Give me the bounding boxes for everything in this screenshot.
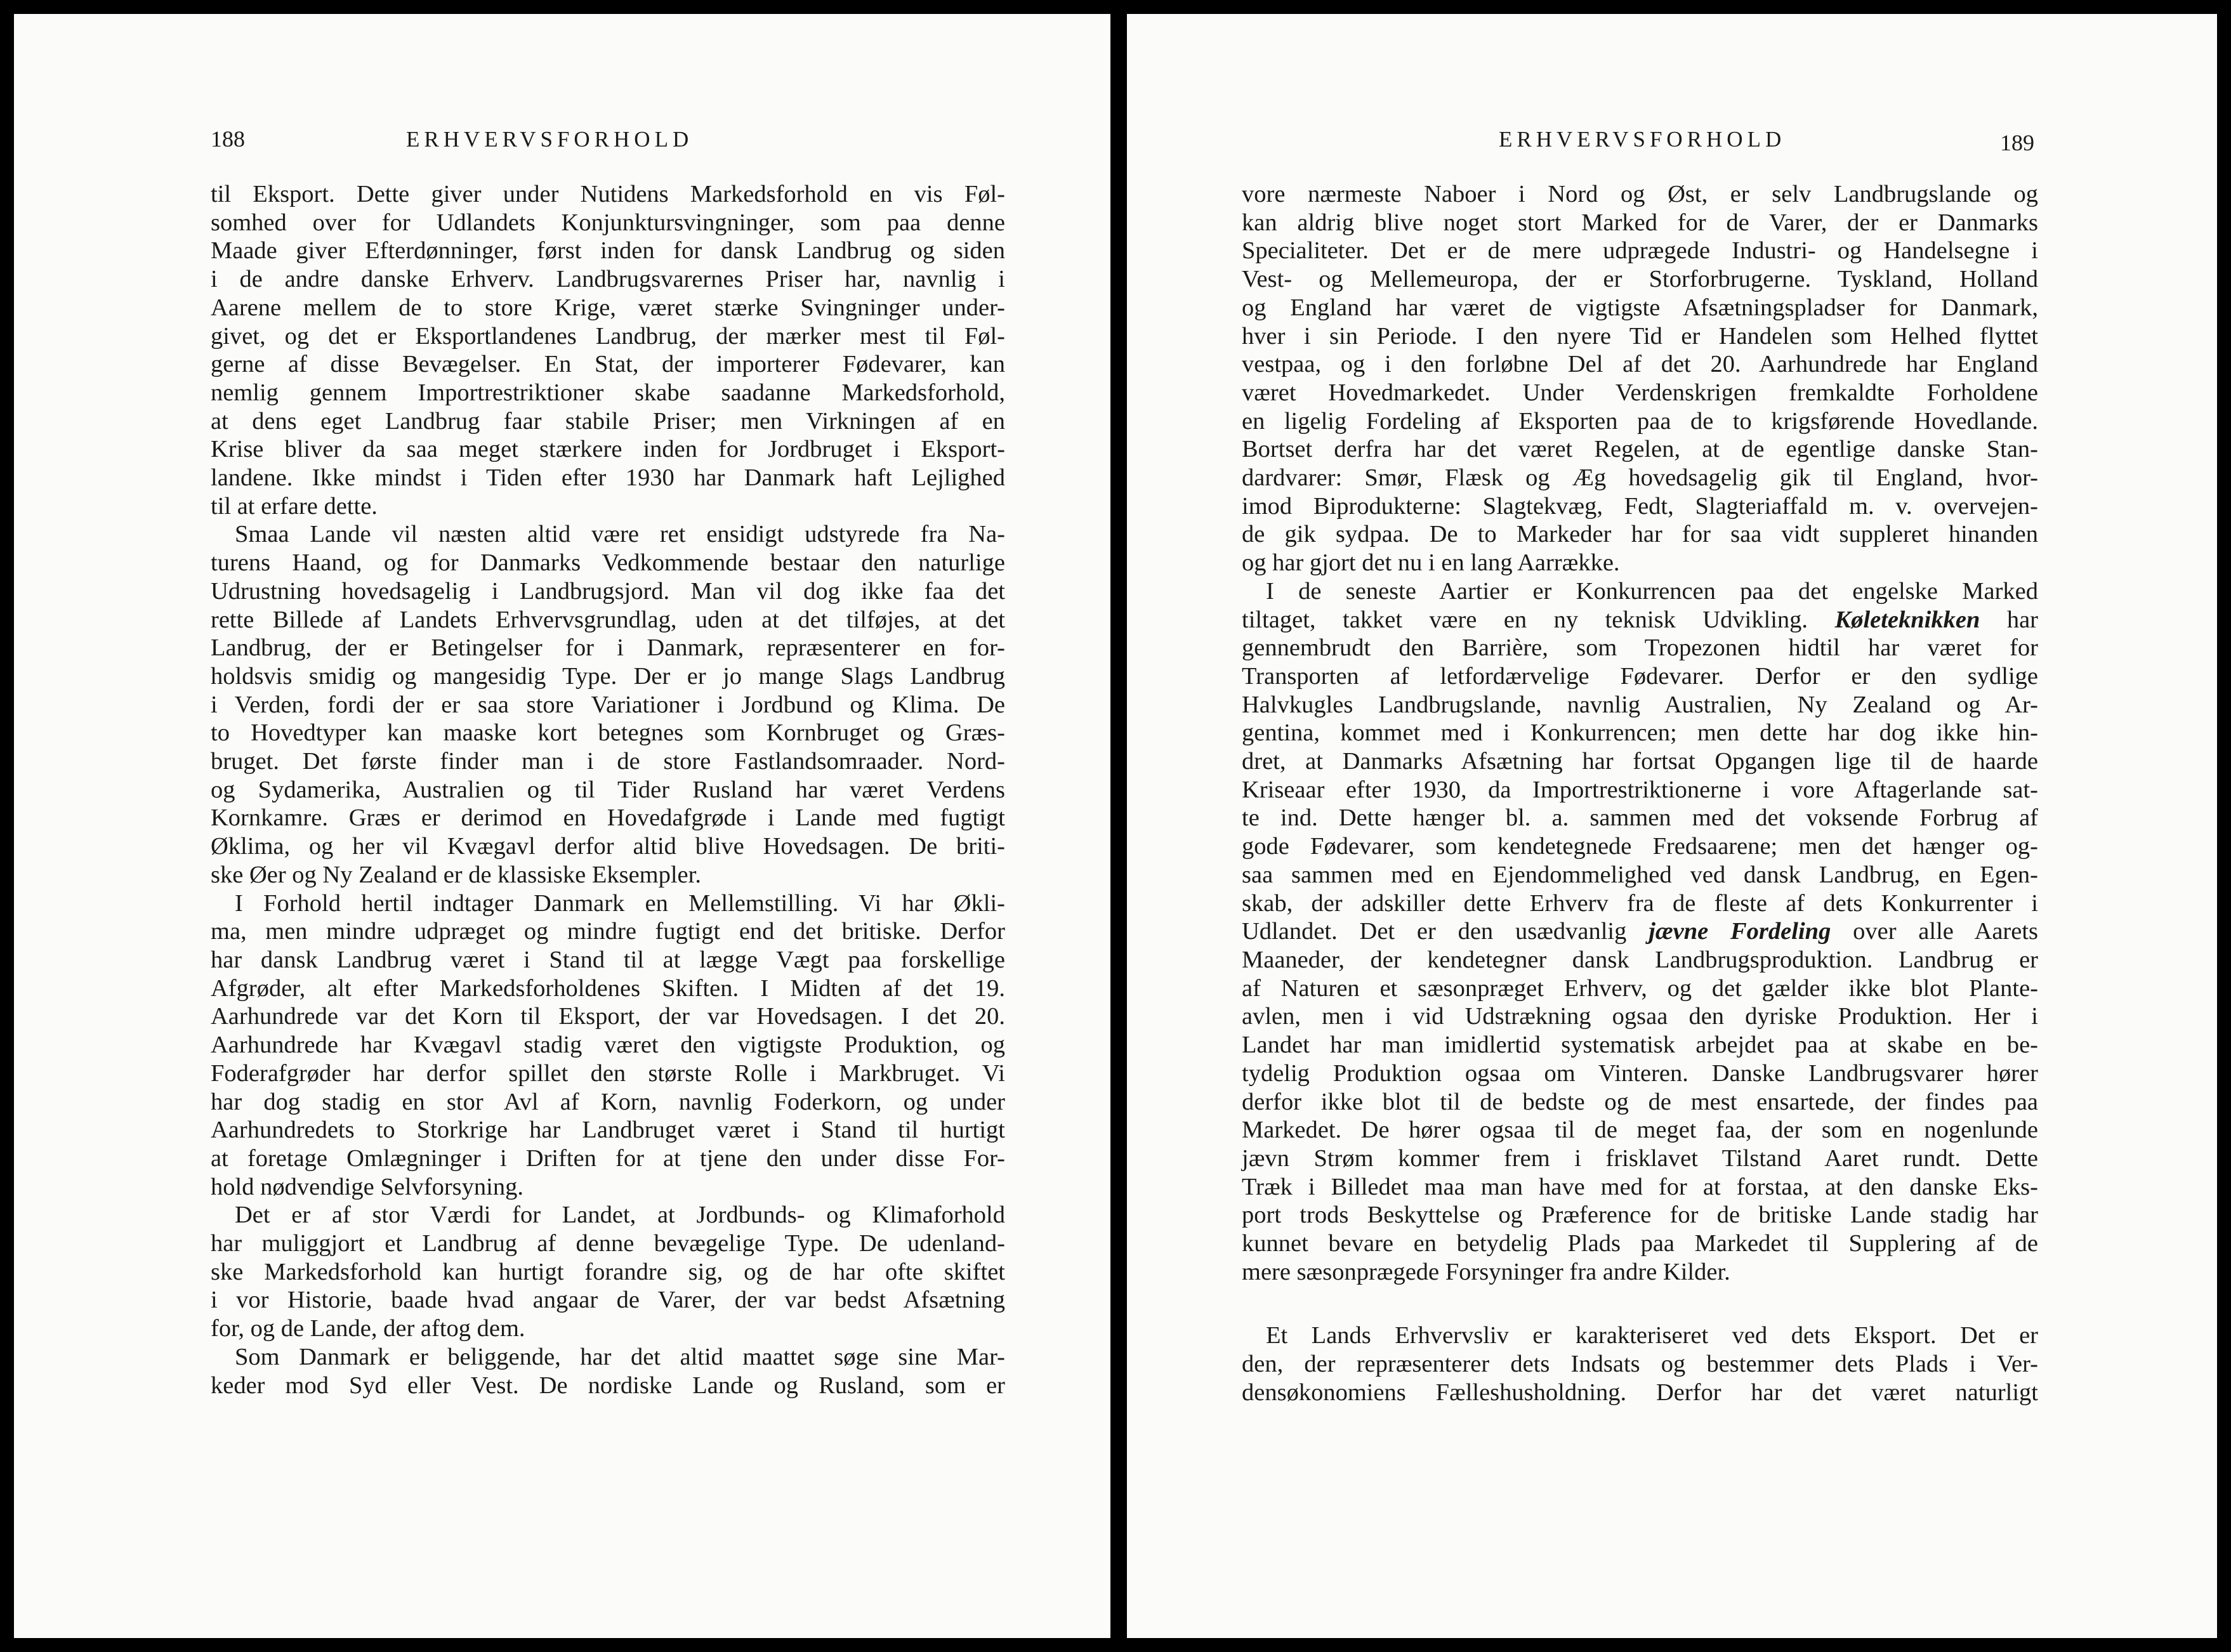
page-number-right: 189	[2000, 130, 2034, 155]
text-line: nemlig gennem Importrestriktioner skabe saadanne Markedsforhold,	[211, 379, 1005, 406]
text-line: Øklima, og her vil Kvægavl derfor altid blive Hovedsagen. De briti-	[211, 833, 1005, 860]
text-line: den, der repræsenterer dets Indsats og bestemmer dets Plads i Ver-	[1242, 1351, 2038, 1378]
text-fragment: Udlandet. Det er den usædvanlig	[1242, 918, 1627, 945]
text-line: i Verden, fordi der er saa store Variationer i Jordbund og Klima. De	[211, 691, 1005, 718]
text-line: Aarhundrede har Kvægavl stadig været den vigtigste Produktion, og	[211, 1032, 1005, 1059]
left-body-text	[211, 180, 1005, 1400]
text-fragment: over alle Aarets	[1853, 918, 2039, 945]
text-line: gentina, kommet med i Konkurrencen; men dette har dog ikke hin-	[1242, 719, 2038, 747]
text-line: Vest- og Mellemeuropa, der er Storforbrugerne. Tyskland, Holland	[1242, 266, 2038, 293]
text-line: Kriseaar efter 1930, da Importrestriktionerne i vore Aftagerlande sat-	[1242, 776, 2038, 803]
text-line: derfor ikke blot til de bedste og de mest ensartede, der findes paa	[1242, 1088, 2038, 1115]
text-line: til Eksport. Dette giver under Nutidens Markedsforhold en vis Føl-	[211, 181, 1005, 207]
text-line: gerne af disse Bevægelser. En Stat, der importerer Fødevarer, kan	[211, 351, 1005, 378]
text-line: hold nødvendige Selvforsyning.	[211, 1173, 523, 1200]
text-line: I Forhold hertil indtager Danmark en Mellemstilling. Vi har Økli-	[235, 889, 1005, 917]
section-gap	[1242, 1286, 2038, 1321]
text-line: Transporten af letfordærvelige Fødevarer. Derfor er den sydlige	[1242, 662, 2038, 690]
text-line: vore nærmeste Naboer i Nord og Øst, er selv Landbrugslande og	[1242, 181, 2038, 207]
text-line: Aarene mellem de to store Krige, været stærke Svingninger under-	[211, 294, 1005, 321]
text-line: Halvkugles Landbrugslande, navnlig Australien, Ny Zealand og Ar-	[1242, 691, 2038, 718]
text-line: Kornkamre. Græs er derimod en Hovedafgrøde i Lande med fugtigt	[211, 804, 1005, 832]
text-line: bruget. Det første finder man i de store Fastlandsomraader. Nord-	[211, 748, 1005, 775]
text-line: til at erfare dette.	[211, 492, 378, 520]
text-line: saa sammen med en Ejendommelighed ved dansk Landbrug, en Egen-	[1242, 861, 2038, 888]
text-line: og Sydamerika, Australien og til Tider Rusland har været Verdens	[211, 776, 1005, 803]
text-line: Bortset derfra har det været Regelen, at de egentlige danske Stan-	[1242, 436, 2038, 463]
text-line: ma, men mindre udpræget og mindre fugtigt end det britiske. Derfor	[211, 918, 1005, 945]
text-line	[1242, 606, 2038, 634]
text-line: Aarhundredets to Storkrige har Landbruget været i Stand til hurtigt	[211, 1117, 1005, 1144]
text-line: imod Biprodukterne: Slagtekvæg, Fedt, Slagteriaffald m. v. overvejen-	[1242, 492, 2038, 520]
text-line: holdsvis smidig og mangesidig Type. Der er jo mange Slags Landbrug	[211, 662, 1005, 690]
text-line: Specialiteter. Det er de mere udprægede Industri- og Handelsegne i	[1242, 237, 2038, 265]
emphasis-koleteknikken: Køleteknikken	[1834, 606, 1980, 633]
text-line: Krise bliver da saa meget stærkere inden for Jordbruget i Eksport-	[211, 436, 1005, 463]
text-line: i de andre danske Erhverv. Landbrugsvarernes Priser har, navnlig i	[211, 266, 1005, 293]
text-line: Foderafgrøder har derfor spillet den største Rolle i Markbruget. Vi	[211, 1059, 1005, 1087]
text-line: at dens eget Landbrug faar stabile Priser; men Virkningen af en	[211, 407, 1005, 435]
text-line: avlen, men i vid Udstrækning ogsaa den dyriske Produktion. Her i	[1242, 1003, 2038, 1030]
text-line: ske Markedsforhold kan hurtigt forandre sig, og de har ofte skiftet	[211, 1258, 1005, 1285]
text-line: port trods Beskyttelse og Præference for de britiske Lande stadig har	[1242, 1202, 2038, 1229]
text-line: de gik sydpaa. De to Markeder har for saa vidt suppleret hinanden	[1242, 521, 2038, 548]
page-number-left: 188	[211, 126, 245, 152]
text-line: og England har været de vigtigste Afsætningspladser for Danmark,	[1242, 294, 2038, 321]
text-line: har muliggjort et Landbrug af denne bevægelige Type. De udenland-	[211, 1230, 1005, 1257]
text-fragment: har	[2006, 606, 2039, 633]
text-line: Afgrøder, alt efter Markedsforholdenes Skiften. I Midten af det 19.	[211, 974, 1005, 1002]
text-line: Træk i Billedet maa man have med for at forstaa, at den danske Eks-	[1242, 1173, 2038, 1200]
text-line: dret, at Danmarks Afsætning har fortsat Opgangen lige til de haarde	[1242, 748, 2038, 775]
text-line: landene. Ikke mindst i Tiden efter 1930 har Danmark haft Lejlighed	[211, 464, 1005, 492]
running-head-left: ERHVERVSFORHOLD	[406, 127, 694, 152]
text-line: jævn Strøm kommer frem i frisklavet Tilstand Aaret rundt. Dette	[1242, 1144, 2038, 1172]
text-line: Aarhundrede var det Korn til Eksport, der var Hovedsagen. I det 20.	[211, 1003, 1005, 1030]
text-line: gennembrudt den Barrière, som Tropezonen hidtil har været for	[1242, 634, 2038, 662]
text-line: rette Billede af Landets Erhvervsgrundlag, uden at det tilføjes, at det	[211, 606, 1005, 633]
right-page	[1127, 14, 2217, 1638]
text-line: Landbrug, der er Betingelser for i Danmark, repræsenterer en for-	[211, 634, 1005, 662]
text-line: at foretage Omlægninger i Driften for at tjene den under disse For-	[211, 1144, 1005, 1172]
text-line: i vor Historie, baade hvad angaar de Varer, der var bedst Afsætning	[211, 1287, 1005, 1314]
right-body-text	[1242, 180, 2038, 1407]
text-line: har dog stadig en stor Avl af Korn, navnlig Foderkorn, og under	[211, 1088, 1005, 1115]
text-line: dardvarer: Smør, Flæsk og Æg hovedsagelig gik til England, hvor-	[1242, 464, 2038, 492]
text-line	[1242, 917, 2038, 946]
text-line: ske Øer og Ny Zealand er de klassiske Eksempler.	[211, 861, 701, 888]
text-line: givet, og det er Eksportlandenes Landbrug, der mærker mest til Føl-	[211, 322, 1005, 350]
text-line: hver i sin Periode. I den nyere Tid er Handelen som Helhed flyttet	[1242, 322, 2038, 350]
text-line: Smaa Lande vil næsten altid være ret ensidigt udstyrede fra Na-	[235, 521, 1005, 548]
text-line: I de seneste Aartier er Konkurrencen paa det engelske Marked	[1266, 577, 2038, 605]
emphasis-jaevne-fordeling: jævne Fordeling	[1649, 918, 1831, 945]
text-line: Landet har man imidlertid systematisk arbejdet paa at skabe en be-	[1242, 1032, 2038, 1059]
running-head-right: ERHVERVSFORHOLD	[1499, 127, 1786, 152]
text-line: turens Haand, og for Danmarks Vedkommende bestaar den naturlige	[211, 549, 1005, 577]
text-line: har dansk Landbrug været i Stand til at lægge Vægt paa forskellige	[211, 946, 1005, 973]
text-line: Det er af stor Værdi for Landet, at Jordbunds- og Klimaforhold	[235, 1202, 1005, 1229]
text-line: kunnet bevare en betydelig Plads paa Markedet til Supplering af de	[1242, 1230, 2038, 1257]
left-page	[14, 14, 1110, 1638]
text-line: været Hovedmarkedet. Under Verdenskrigen fremkaldte Forholdene	[1242, 379, 2038, 406]
text-line: Maade giver Efterdønninger, først inden for dansk Landbrug og siden	[211, 237, 1005, 265]
text-line: kan aldrig blive noget stort Marked for de Varer, der er Danmarks	[1242, 209, 2038, 236]
text-line: Markedet. De hører ogsaa til de meget faa, der som en nogenlunde	[1242, 1117, 2038, 1144]
text-line: Et Lands Erhvervsliv er karakteriseret ved dets Eksport. Det er	[1266, 1322, 2038, 1349]
text-line: en ligelig Fordeling af Eksporten paa de to krigsførende Hovedlande.	[1242, 407, 2038, 435]
text-line: for, og de Lande, der aftog dem.	[211, 1315, 525, 1342]
text-line: somhed over for Udlandets Konjunktursvingninger, som paa denne	[211, 209, 1005, 236]
text-line: af Naturen et sæsonpræget Erhverv, og det gælder ikke blot Plante-	[1242, 974, 2038, 1002]
text-line: densøkonomiens Fælleshusholdning. Derfor har det været naturligt	[1242, 1379, 2038, 1406]
text-fragment: tiltaget, takket være en ny teknisk Udvikling.	[1242, 606, 1808, 633]
text-line: Udrustning hovedsagelig i Landbrugsjord. Man vil dog ikke faa det	[211, 577, 1005, 605]
text-line: gode Fødevarer, som kendetegnede Fredsaarene; men det hænger og-	[1242, 833, 2038, 860]
text-line: Som Danmark er beliggende, har det altid maattet søge sine Mar-	[235, 1343, 1005, 1370]
text-line: og har gjort det nu i en lang Aarrække.	[1242, 549, 1620, 577]
text-line: keder mod Syd eller Vest. De nordiske Lande og Rusland, som er	[211, 1372, 1005, 1399]
text-line: mere sæsonprægede Forsyninger fra andre Kilder.	[1242, 1258, 1730, 1285]
text-line: vestpaa, og i den forløbne Del af det 20. Aarhundrede har England	[1242, 351, 2038, 378]
text-line: tydelig Produktion ogsaa om Vinteren. Danske Landbrugsvarer hører	[1242, 1059, 2038, 1087]
text-line: skab, der adskiller dette Erhverv fra de fleste af dets Konkurrenter i	[1242, 889, 2038, 917]
text-line: to Hovedtyper kan maaske kort betegnes som Kornbruget og Græs-	[211, 719, 1005, 747]
text-line: Maaneder, der kendetegner dansk Landbrugsproduktion. Landbrug er	[1242, 946, 2038, 973]
text-line: te ind. Dette hænger bl. a. sammen med det voksende Forbrug af	[1242, 804, 2038, 832]
